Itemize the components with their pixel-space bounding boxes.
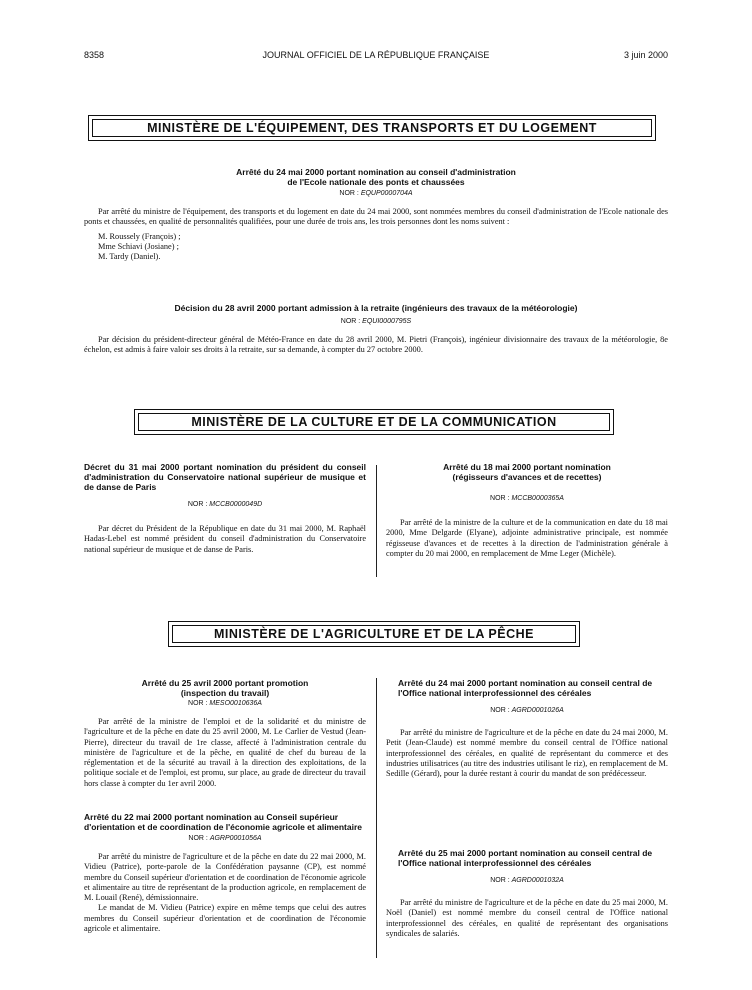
article-body: Par décision du président-directeur général de Météo-France en date du 28 avril 2000, M. Pietri (François), ingénieur divisionnaire des travaux de la météorologie, 8e échelon, est admis à faire valoir ses droits à la retraite, sur sa demande, à compter du 27 octobre 2000. (84, 335, 668, 355)
article-body: Par arrêté du ministre de l'équipement, des transports et du logement en date du 24 mai 2000, sont nommées membres du conseil d'administration de l'Ecole nationale des ponts et chaussées, en qualité de personnalités qualifiées, pour une durée de trois ans, les trois personnes dont les noms suivent : (84, 207, 668, 227)
article-onic-noel (386, 848, 668, 939)
article-title: Arrêté du 22 mai 2000 portant nomination au Conseil supérieur d'orientation et de coordination de l'économie agricole et alimentaire (84, 812, 362, 832)
article-body: Par arrêté de la ministre de l'emploi et de la solidarité et du ministre de l'agriculture et de la pêche en date du 25 avril 2000, M. Le Carlier de Vestud (Jean-Pierre), directeur du travail de 1re classe, affecté à l'administration centrale du ministère de l'agriculture et de la pêche, en qualité de chef du bureau de la réglementation et de la sécurité au travail à la direction des exploitations, de la politique sociale et de l'emploi, est promu, sur place, au grade de directeur du travail hors classe à compter du 1er avril 2000. (84, 717, 366, 788)
article-body: Par arrêté du ministre de l'agriculture et de la pêche en date du 25 mai 2000, M. Noël (Daniel) est nommé membre du conseil central de l'Office national interprofessionnel des céréales, en qualité de représentant des organisations syndicales de salariés. (386, 898, 668, 938)
nor-reference: NOR : AGRP0001056A (188, 835, 262, 842)
article-title: Arrêté du 25 avril 2000 portant promotion (inspection du travail) (141, 678, 309, 698)
ministry-agriculture-heading (168, 621, 580, 647)
names-list (84, 232, 668, 263)
ministry-agriculture-name: MINISTÈRE DE L'AGRICULTURE ET DE LA PÊCHE (213, 627, 534, 641)
article-title: Décret du 31 mai 2000 portant nomination du président du conseil d'administration du Conservatoire national supérieur de musique et de danse de Paris (84, 462, 366, 492)
article-regisseurs (386, 462, 668, 559)
article-title: Arrêté du 25 mai 2000 portant nomination au conseil central de l'Office national interprofessionnel des céréales (398, 848, 653, 868)
article-title: Arrêté du 24 mai 2000 portant nomination au conseil d'administration de l'Ecole nationale des ponts et chaussées (236, 167, 516, 187)
article-body: Le mandat de M. Vidieu (Patrice) expire en même temps que celui des autres membres du Conseil supérieur d'orientation et de coordination de l'économie agricole et alimentaire. (84, 903, 366, 934)
article-title: Arrêté du 18 mai 2000 portant nomination (régisseurs d'avances et de recettes) (443, 462, 611, 482)
ministry-equipement-name: MINISTÈRE DE L'ÉQUIPEMENT, DES TRANSPORTS ET DU LOGEMENT (147, 121, 597, 135)
article-inspection-travail (84, 678, 366, 789)
article-ponts-chaussees (84, 167, 668, 262)
nor-reference: NOR : MESO0010636A (188, 700, 262, 707)
article-onic-petit (386, 678, 668, 779)
ministry-equipement-heading (88, 115, 656, 141)
column-divider (376, 678, 377, 958)
article-retraite-meteorologie (84, 303, 668, 356)
article-body: Par arrêté de la ministre de la culture et de la communication en date du 18 mai 2000, Mme Delgarde (Elyane), adjointe administrative principale, est nommée régisseuse d'avances et de recettes à la direction de l'administration générale à compter du 20 mai 2000, en remplacement de Mme Leger (Michèle). (386, 518, 668, 558)
nor-reference: NOR : MCCB0000049D (187, 501, 263, 508)
nor-reference: NOR : EQUI0000795S (340, 318, 412, 325)
ministry-culture-name: MINISTÈRE DE LA CULTURE ET DE LA COMMUNICATION (191, 415, 557, 429)
list-item: M. Tardy (Daniel). (98, 252, 161, 262)
nor-reference: NOR : AGRD0001032A (490, 877, 564, 884)
ministry-culture-heading (134, 409, 614, 435)
article-body: Par arrêté du ministre de l'agriculture et de la pêche en date du 22 mai 2000, M. Vidieu (Patrice), porte-parole de la Confédération paysanne (CP), est nommé membre du Conseil supérieur d'orientation et de coordination de l'économie agricole et alimentaire au titre de représentant de la production agricole, en remplacement de M. Louail (René), démissionnaire. (84, 852, 366, 903)
nor-reference: NOR : MCCB0000365A (490, 495, 564, 502)
nor-reference: NOR : EQUP0000704A (339, 190, 413, 197)
article-conseil-superieur (84, 812, 366, 934)
article-body: Par arrêté du ministre de l'agriculture et de la pêche en date du 24 mai 2000, M. Petit (Jean-Claude) est nommé membre du conseil central de l'Office national interprofessionnel des céréales, en qualité de représentant du commerce et des industries utilisatrices (au titre des industries utilisant le riz), en remplacement de M. Sedille (Gérard), pour la durée restant à courir du mandat de son prédécesseur. (386, 728, 668, 779)
column-divider (376, 465, 377, 577)
article-title: Décision du 28 avril 2000 portant admission à la retraite (ingénieurs des travaux de la météorologie) (174, 303, 578, 313)
article-body: Par décret du Président de la République en date du 31 mai 2000, M. Raphaël Hadas-Lebel est nommé président du conseil d'administration du Conservatoire national supérieur de musique et de danse de Paris. (84, 524, 366, 554)
article-conservatoire (84, 462, 366, 555)
running-header (84, 50, 668, 64)
issue-date: 3 juin 2000 (623, 50, 668, 60)
list-item: Mme Schiavi (Josiane) ; (98, 241, 179, 251)
nor-reference: NOR : AGRD0001026A (490, 707, 564, 714)
page-number: 8358 (84, 50, 105, 60)
list-item: M. Roussely (François) ; (98, 231, 181, 241)
journal-title: JOURNAL OFFICIEL DE LA RÉPUBLIQUE FRANÇAISE (262, 50, 490, 60)
article-title: Arrêté du 24 mai 2000 portant nomination au conseil central de l'Office national interprofessionnel des céréales (398, 678, 653, 698)
